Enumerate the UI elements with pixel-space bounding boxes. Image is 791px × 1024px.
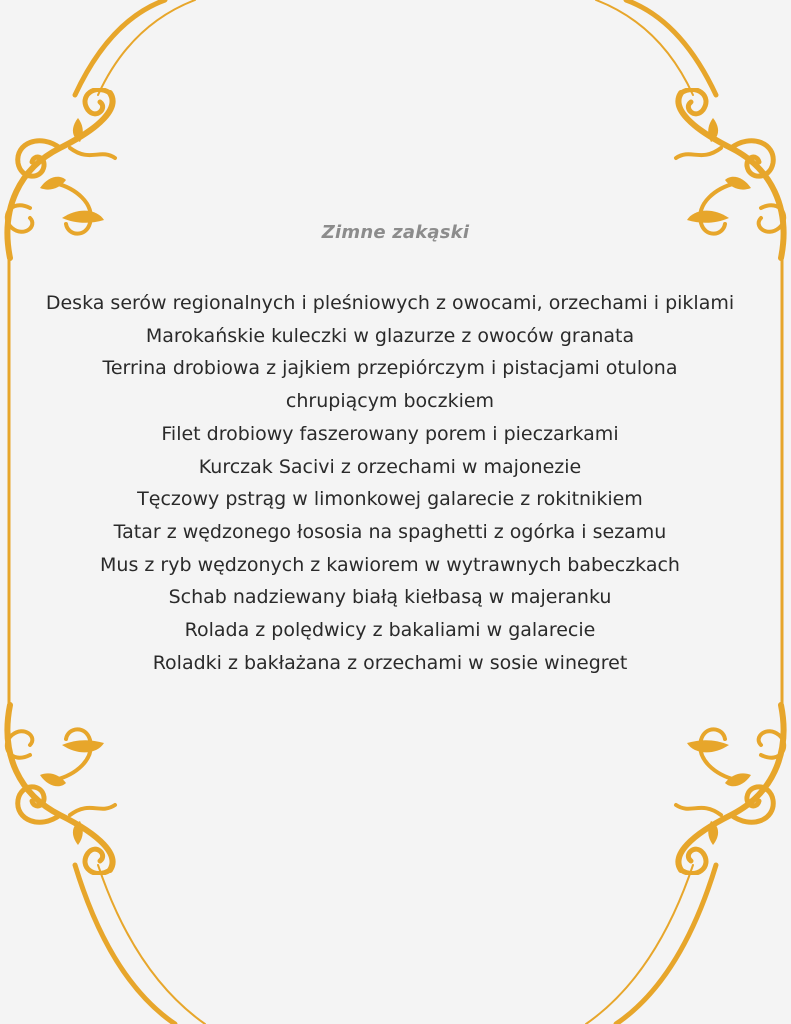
menu-item: Tęczowy pstrąg w limonkowej galarecie z rokitnikiem bbox=[137, 488, 643, 511]
menu-item: Mus z ryb wędzonych z kawiorem w wytrawnych babeczkach bbox=[100, 553, 680, 576]
menu-item: Rolada z polędwicy z bakaliami w galarecie bbox=[184, 619, 596, 642]
menu-item: Tatar z wędzonego łososia na spaghetti z ogórka i sezamu bbox=[113, 520, 667, 543]
menu-item: Kurczak Sacivi z orzechami w majonezie bbox=[198, 455, 582, 478]
corner-ornament-bottom-left-icon bbox=[0, 700, 130, 875]
menu-item-list bbox=[40, 287, 740, 679]
menu-item: Roladki z bakłażana z orzechami w sosie winegret bbox=[152, 651, 628, 674]
menu-item: Marokańskie kuleczki w glazurze z owoców granata bbox=[145, 324, 635, 347]
menu-item: Deska serów regionalnych i pleśniowych z owocami, orzechami i piklami bbox=[45, 292, 735, 314]
menu-item: Filet drobiowy faszerowany porem i pieczarkami bbox=[161, 422, 619, 445]
menu-item: Schab nadziewany białą kiełbasą w majeranku bbox=[168, 586, 612, 609]
menu-section-title: Zimne zakąski bbox=[321, 222, 470, 243]
corner-ornament-bottom-right-icon bbox=[661, 700, 791, 875]
menu-item: Terrina drobiowa z jajkiem przepiórczym i pistacjami otulona chrupiącym boczkiem bbox=[102, 357, 678, 413]
